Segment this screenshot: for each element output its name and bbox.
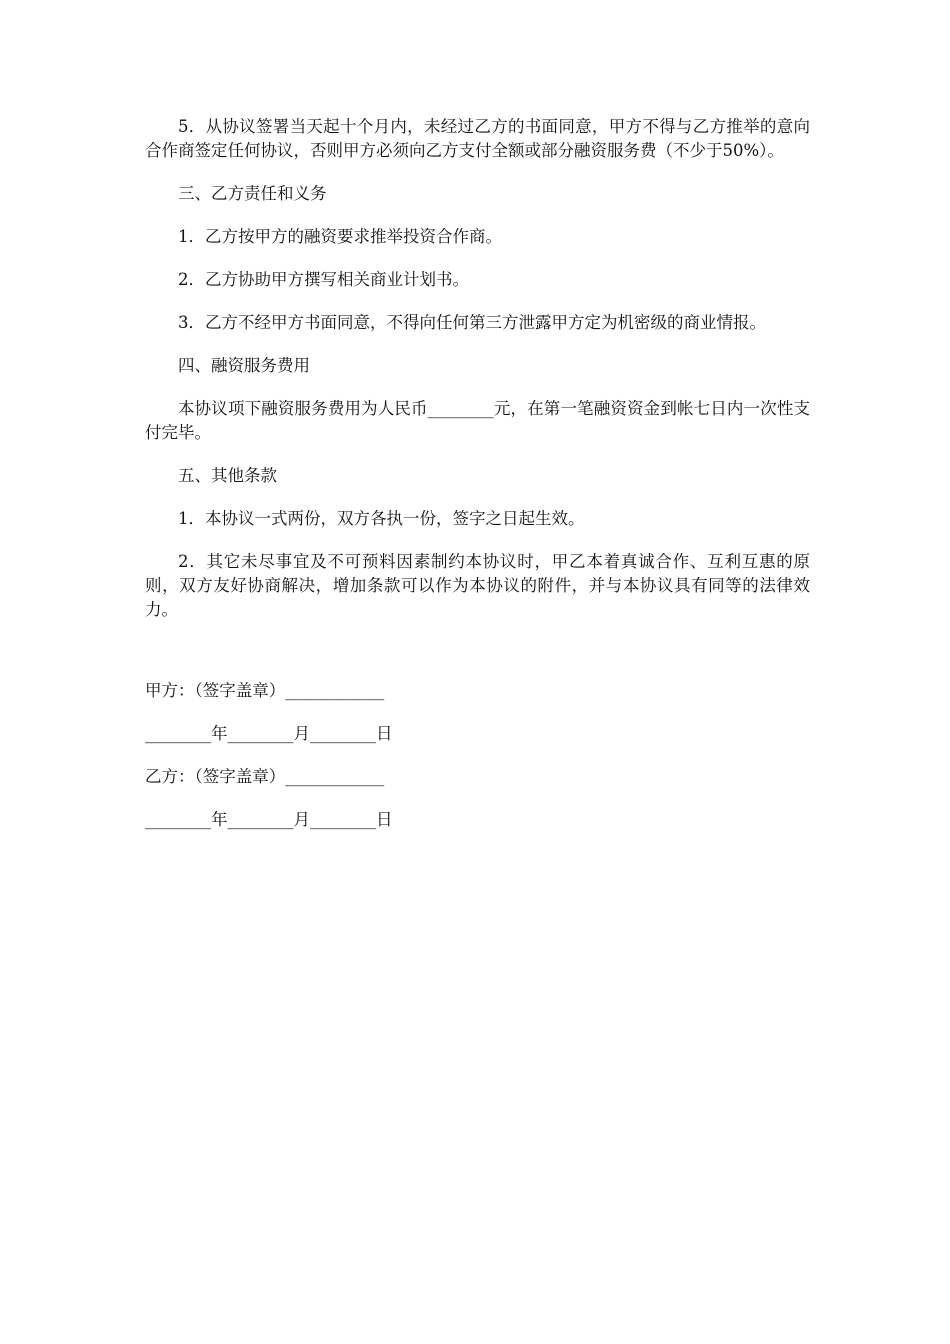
party-a-date-line: ________年________月________日	[145, 724, 393, 743]
section-5-heading: 五、其他条款	[178, 466, 277, 485]
section-5-clause-1: 1．本协议一式两份，双方各执一份，签字之日起生效。	[178, 509, 585, 528]
signature-spacer	[145, 641, 810, 679]
party-b-signature-line: 乙方：（签字盖章）____________	[145, 767, 385, 786]
document-page	[145, 115, 810, 851]
clause-5-paragraph: 5．从协议签署当天起十个月内，未经过乙方的书面同意，甲方不得与乙方推举的意向合作商签定任何协议，否则甲方必须向乙方支付全额或部分融资服务费（不少于50%）。	[145, 117, 810, 160]
section-4-heading: 四、融资服务费用	[178, 356, 310, 375]
section-3-clause-2: 2．乙方协助甲方撰写相关商业计划书。	[178, 270, 469, 289]
section-3-clause-3: 3．乙方不经甲方书面同意，不得向任何第三方泄露甲方定为机密级的商业情报。	[178, 313, 766, 332]
party-b-date-line: ________年________月________日	[145, 810, 393, 829]
section-3-clause-1: 1．乙方按甲方的融资要求推举投资合作商。	[178, 227, 502, 246]
section-3-heading: 三、乙方责任和义务	[178, 184, 327, 203]
party-a-signature-line: 甲方：（签字盖章）____________	[145, 681, 385, 700]
section-4-fee-paragraph: 本协议项下融资服务费用为人民币________元，在第一笔融资资金到帐七日内一次性支付完毕。	[145, 399, 810, 442]
section-5-clause-2: 2．其它未尽事宜及不可预料因素制约本协议时，甲乙本着真诚合作、互利互惠的原则，双方友好协商解决，增加条款可以作为本协议的附件，并与本协议具有同等的法律效力。	[145, 552, 810, 619]
